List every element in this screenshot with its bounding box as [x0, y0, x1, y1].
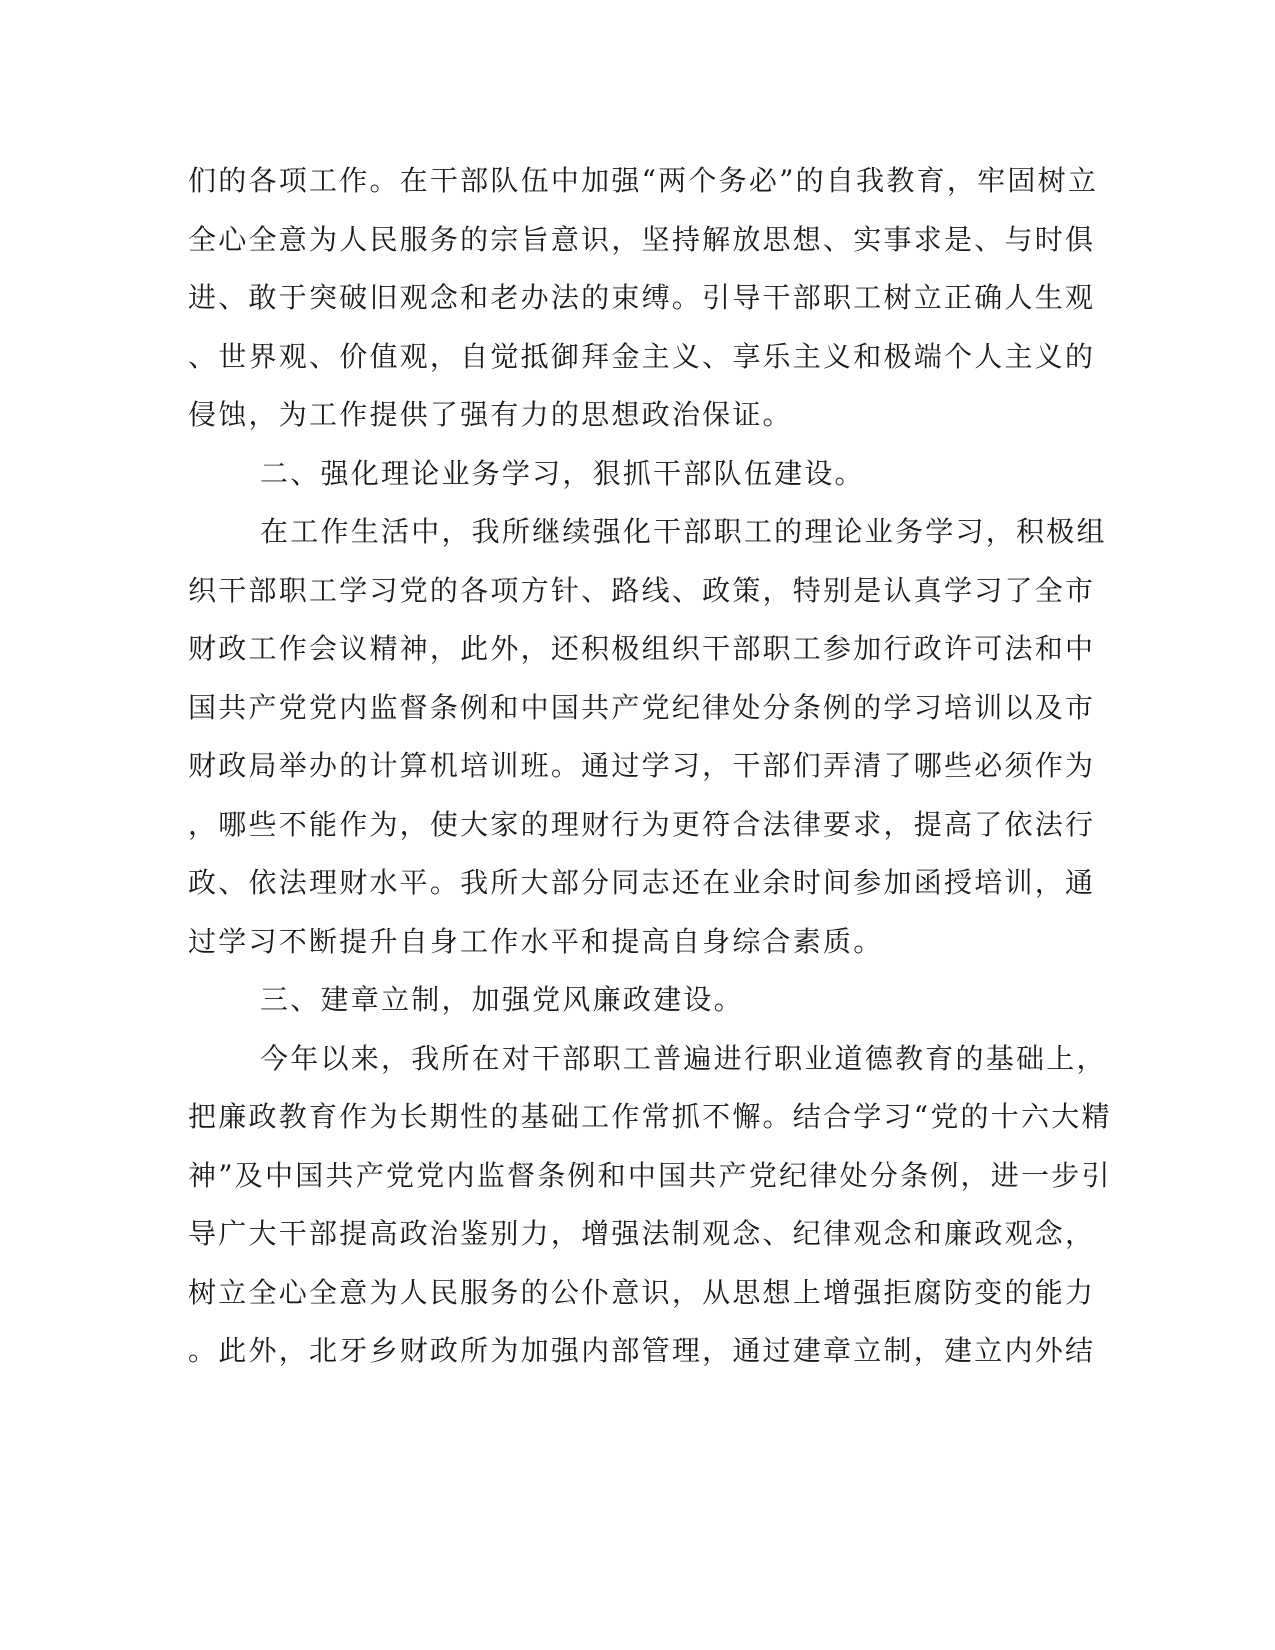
text-line: 财政工作会议精神，此外，还积极组织干部职工参加行政许可法和中: [188, 632, 1096, 665]
text-line: 进、敢于突破旧观念和老办法的束缚。引导干部职工树立正确人生观: [188, 281, 1096, 314]
text-line: 侵蚀，为工作提供了强有力的思想政治保证。: [188, 398, 793, 431]
text-line: 树立全心全意为人民服务的公仆意识，从思想上增强拒腐防变的能力: [188, 1275, 1096, 1309]
text-line: 神”及中国共产党党内监督条例和中国共产党纪律处分条例，进一步引: [188, 1158, 1112, 1192]
text-line: ，哪些不能作为，使大家的理财行为更符合法律要求，提高了依法行: [188, 807, 1096, 841]
text-line: 们的各项工作。在干部队伍中加强“两个务必”的自我教育，牢固树立: [188, 164, 1099, 197]
text-line: 政、依法理财水平。我所大部分同志还在业余时间参加函授培训，通: [188, 866, 1096, 899]
section-heading: 三、建章立制，加强党风廉政建设。: [260, 983, 744, 1016]
text-line: 织干部职工学习党的各项方针、路线、政策，特别是认真学习了全市: [188, 573, 1096, 607]
paragraph-start-line: 在工作生活中，我所继续强化干部职工的理论业务学习，积极组: [260, 515, 1107, 548]
paragraph-start-line: 今年以来，我所在对干部职工普遍进行职业道德教育的基础上，: [260, 1041, 1107, 1075]
section-heading: 二、强化理论业务学习，狠抓干部队伍建设。: [260, 456, 865, 490]
text-line: 导广大干部提高政治鉴别力，增强法制观念、纪律观念和廉政观念，: [188, 1217, 1096, 1250]
text-line: 把廉政教育作为长期性的基础工作常抓不懈。结合学习“党的十六大精: [188, 1100, 1112, 1133]
text-line: 全心全意为人民服务的宗旨意识，坚持解放思想、实事求是、与时俱: [188, 222, 1096, 256]
text-line: 、世界观、价值观，自觉抵御拜金主义、享乐主义和极端个人主义的: [188, 339, 1096, 373]
document-body: [188, 152, 1112, 1381]
text-line: 财政局举办的计算机培训班。通过学习，干部们弄清了哪些必须作为: [188, 749, 1096, 782]
text-line: 。此外，北牙乡财政所为加强内部管理，通过建章立制，建立内外结: [188, 1334, 1096, 1367]
text-line: 国共产党党内监督条例和中国共产党纪律处分条例的学习培训以及市: [188, 690, 1096, 724]
text-line: 过学习不断提升自身工作水平和提高自身综合素质。: [188, 924, 884, 958]
